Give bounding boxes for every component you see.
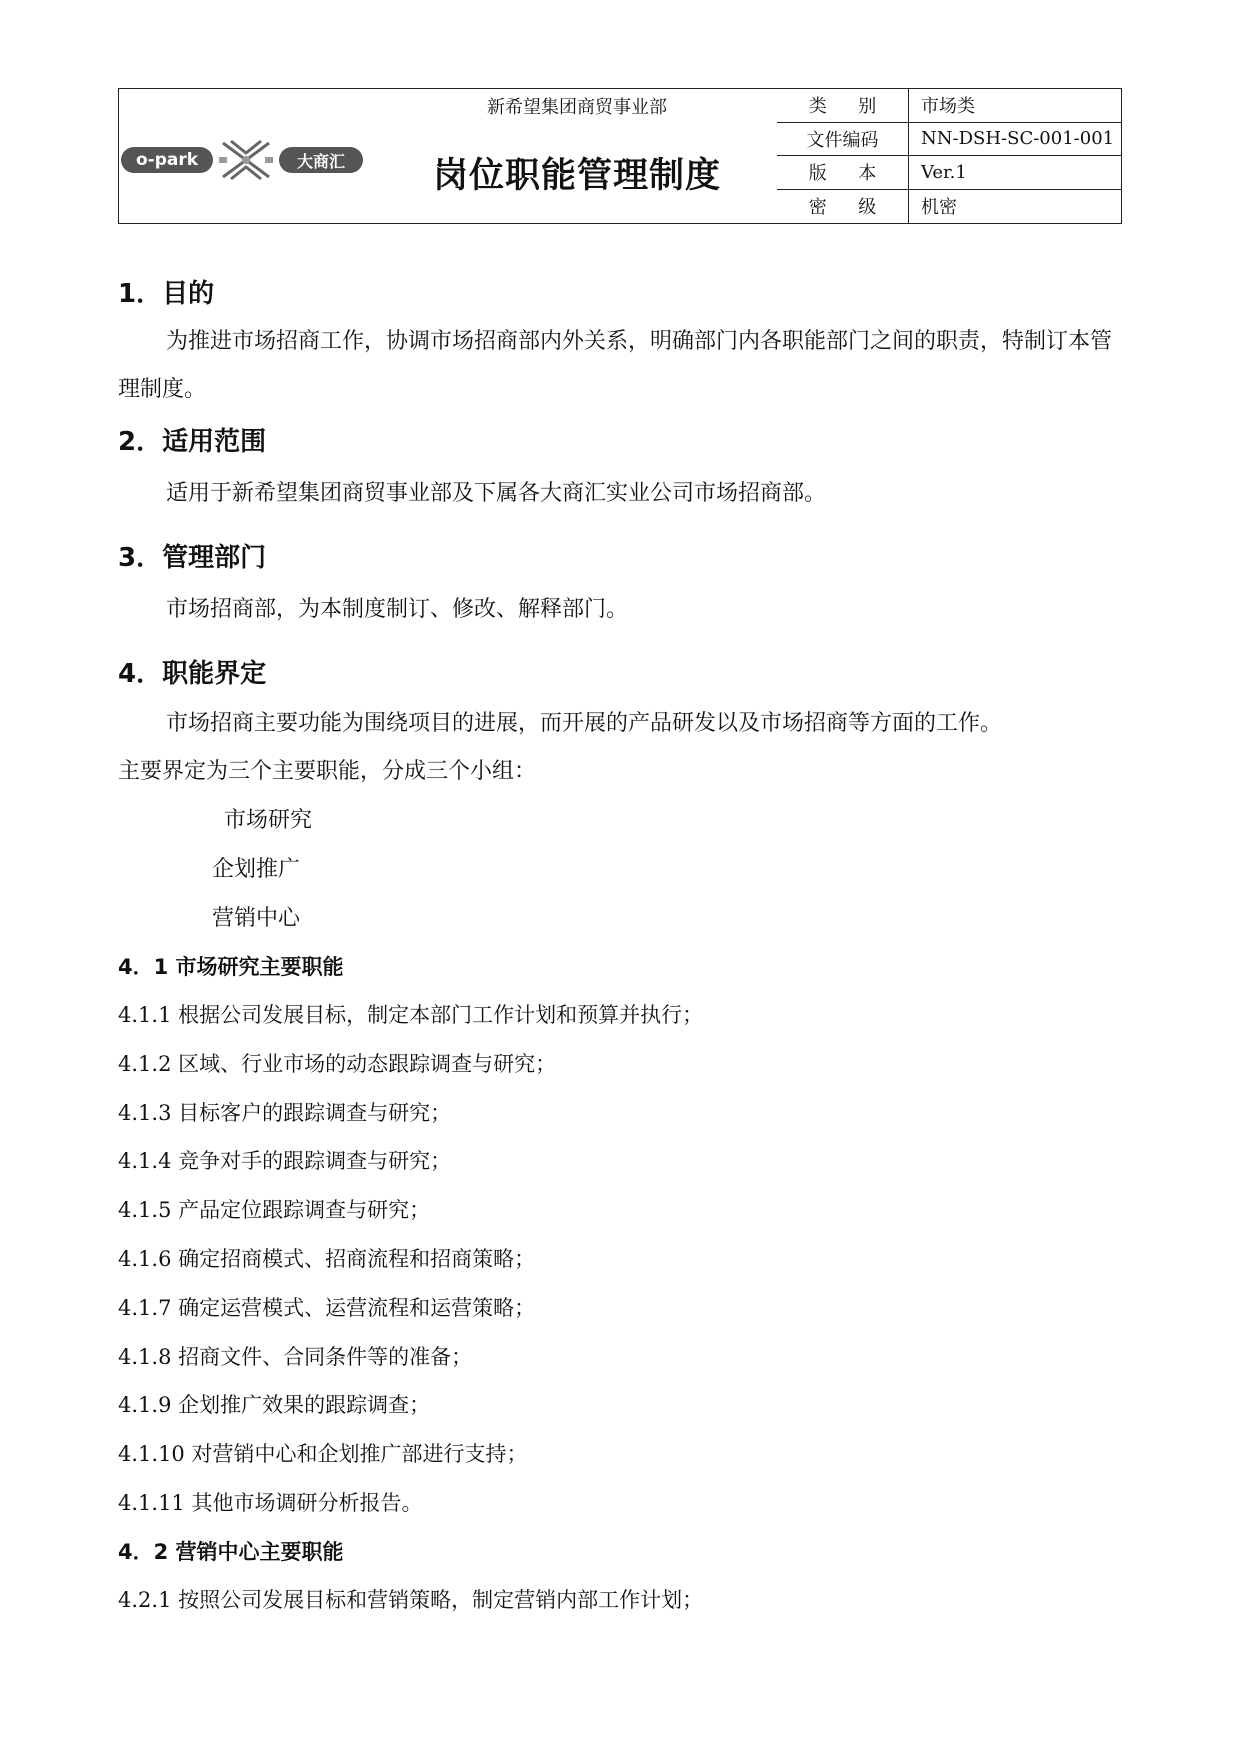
logo-dashanghui-text: 大商汇 (279, 147, 363, 173)
meta-value-category: 市场类 (921, 96, 975, 118)
meta-value-file-code: NN-DSH-SC-001-001 (921, 128, 1115, 150)
section-text-purpose: 为推进市场招商工作，协调市场招商部内外关系，明确部门内各职能部门之间的职责，特制订本管理制度。 (118, 329, 1113, 402)
meta-row-security (777, 190, 1121, 224)
section-heading-purpose: 1．目的 (118, 279, 215, 309)
section-heading-functions: 4．职能界定 (118, 659, 267, 689)
document-body (118, 270, 1128, 1625)
section-text-scope: 适用于新希望集团商贸事业部及下属各大商汇实业公司市场招商部。 (166, 481, 827, 506)
group-item: 企划推广 (212, 857, 301, 882)
group-item: 市场研究 (224, 808, 313, 833)
section-text-functions: 市场招商主要功能为围绕项目的进展，而开展的产品研发以及市场招商等方面的工作。 (166, 711, 1003, 736)
list-item: 4.1.10 对营销中心和企划推广部进行支持； (118, 1442, 528, 1467)
list-item: 4.1.9 企划推广效果的跟踪调查； (118, 1393, 431, 1418)
logo-cell (119, 89, 377, 223)
meta-label-char: 本 (858, 163, 877, 185)
list-item: 4.1.3 目标客户的跟踪调查与研究； (118, 1100, 452, 1125)
meta-row-file-code (777, 123, 1121, 157)
department-name: 新希望集团商贸事业部 (487, 97, 667, 118)
subsection-heading-market-research: 4．1 市场研究主要职能 (118, 955, 344, 979)
meta-label: 文件编码 (806, 129, 879, 151)
list-item: 4.1.2 区域、行业市场的动态跟踪调查与研究； (118, 1051, 557, 1076)
list-item: 4.1.7 确定运营模式、运营流程和运营策略； (118, 1295, 536, 1320)
list-item: 4.1.6 确定招商模式、招商流程和招商策略； (118, 1246, 536, 1271)
section-heading-management: 3．管理部门 (118, 543, 267, 573)
company-logo (119, 137, 375, 183)
list-item: 4.1.11 其他市场调研分析报告。 (118, 1490, 423, 1515)
meta-value-security: 机密 (921, 197, 957, 219)
document-title: 岗位职能管理制度 (432, 156, 721, 196)
section-heading-scope: 2．适用范围 (118, 427, 267, 457)
meta-label-char: 版 (808, 163, 827, 185)
group-item: 营销中心 (212, 906, 301, 931)
document-header-table (118, 88, 1122, 224)
meta-label-char: 密 (808, 197, 827, 219)
list-item: 4.1.1 根据公司发展目标，制定本部门工作计划和预算并执行； (118, 1003, 704, 1027)
subsection-heading-marketing-center: 4．2 营销中心主要职能 (118, 1539, 344, 1564)
list-item: 4.1.8 招商文件、合同条件等的准备； (118, 1344, 473, 1369)
list-item: 4.2.1 按照公司发展目标和营销策略，制定营销内部工作计划； (118, 1587, 704, 1612)
meta-label-char: 类 (808, 96, 827, 118)
meta-value-version: Ver.1 (921, 161, 967, 183)
meta-label-char: 别 (858, 96, 877, 118)
logo-emblem-icon (215, 137, 277, 183)
meta-row-category (777, 89, 1121, 123)
section-text-groups-intro: 主要界定为三个主要职能，分成三个小组： (118, 759, 537, 784)
list-item: 4.1.4 竞争对手的跟踪调查与研究； (118, 1149, 452, 1174)
section-text-management: 市场招商部，为本制度制订、修改、解释部门。 (166, 597, 629, 622)
list-item: 4.1.5 产品定位跟踪调查与研究； (118, 1198, 431, 1223)
meta-row-version (777, 156, 1121, 190)
meta-label-char: 级 (858, 197, 877, 219)
logo-opark-text: o-park (121, 147, 213, 173)
